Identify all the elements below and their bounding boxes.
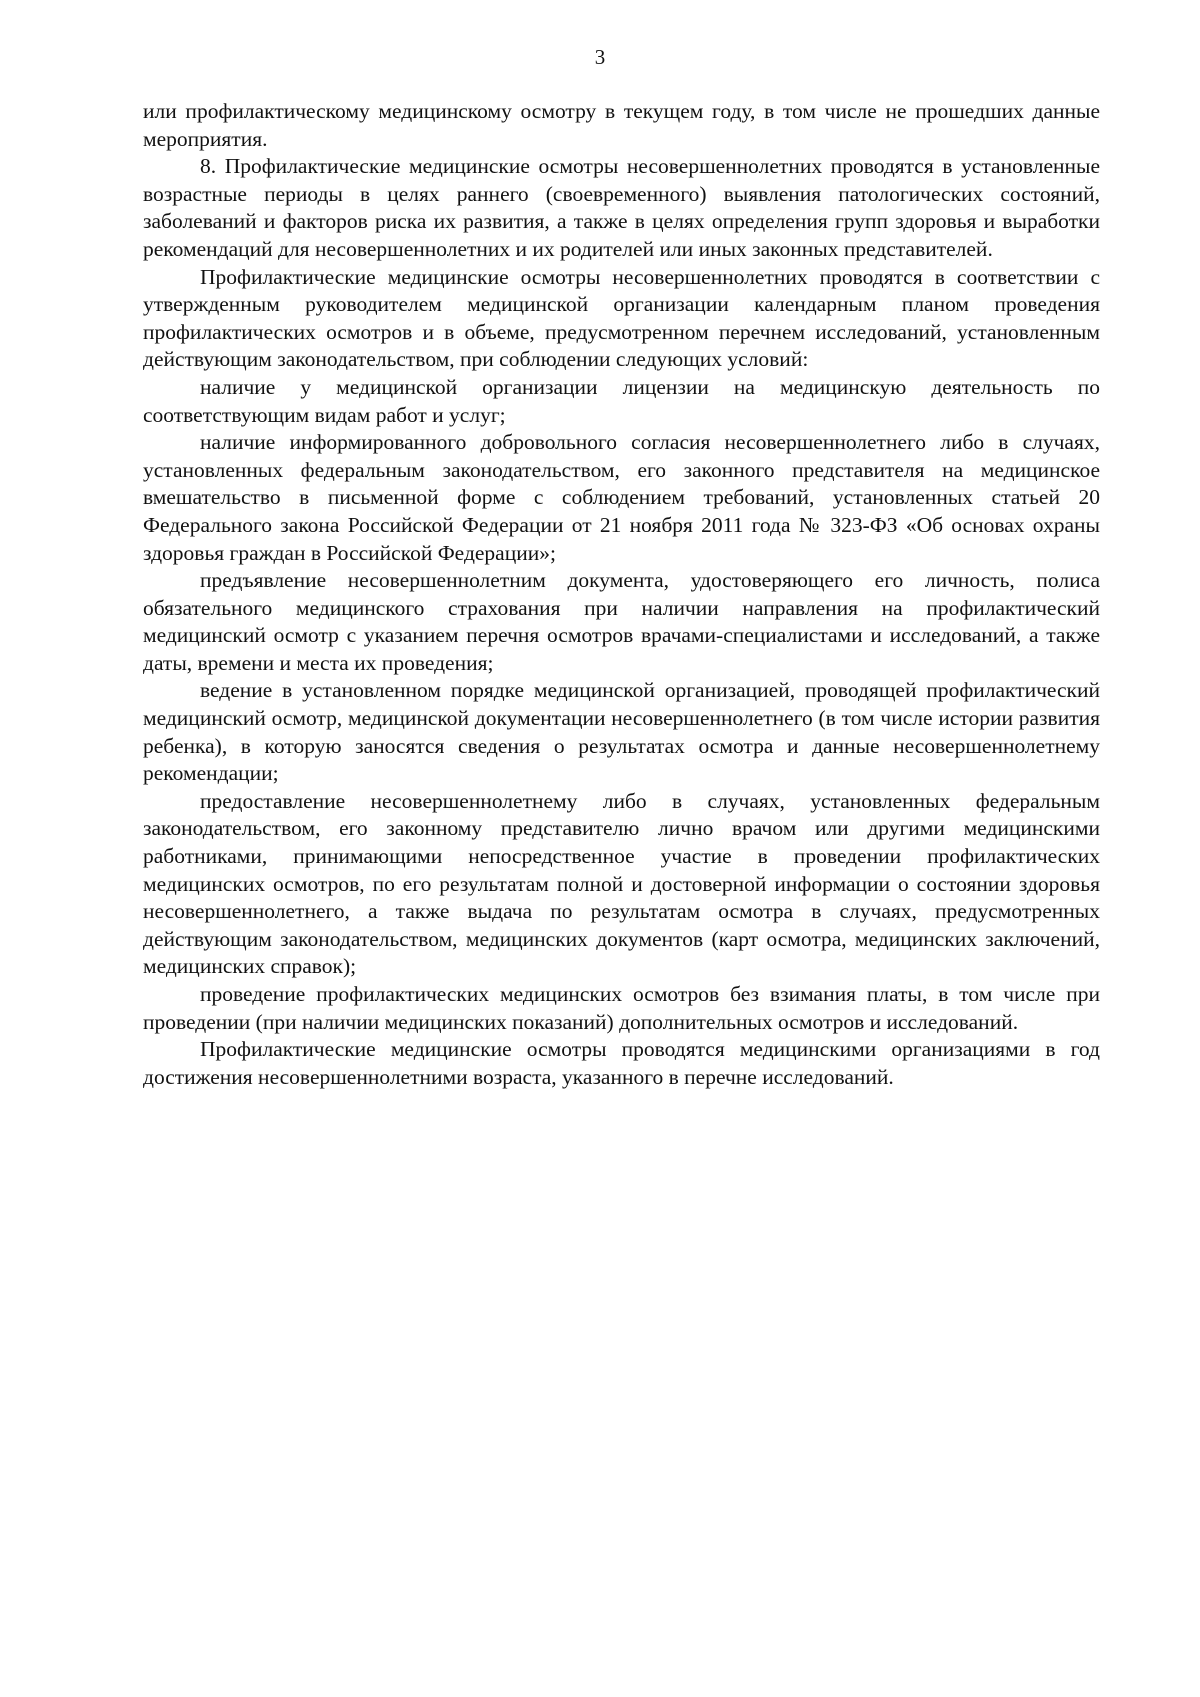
paragraph-condition-consent: наличие информированного добровольного согласия несовершеннолетнего либо в случаях, установленных федеральным законодательством, его законного представителя на медицинское вмешательство в письменной форме с соблюдением требований, установленных статьей 20 Федерального закона Российской Федерации от 21 ноября 2011 года № 323-ФЗ «Об основах охраны здоровья граждан в Российской Федерации»; bbox=[143, 430, 1100, 565]
document-body bbox=[143, 98, 1100, 1091]
paragraph-condition-documents: предъявление несовершеннолетним документа, удостоверяющего его личность, полиса обязательного медицинского страхования при наличии направления на профилактический медицинский осмотр с указанием перечня осмотров врачами-специалистами и исследований, а также даты, времени и места их проведения; bbox=[143, 568, 1100, 675]
paragraph-condition-license: наличие у медицинской организации лицензии на медицинскую деятельность по соответствующим видам работ и услуг; bbox=[143, 374, 1100, 427]
paragraph-age-year: Профилактические медицинские осмотры проводятся медицинскими организациями в год достижения несовершеннолетними возраста, указанного в перечне исследований. bbox=[143, 1037, 1100, 1089]
paragraph-continuation: или профилактическому медицинскому осмотру в текущем году, в том числе не прошедших данные мероприятия. bbox=[143, 99, 1100, 151]
paragraph-condition-records: ведение в установленном порядке медицинской организацией, проводящей профилактический медицинский осмотр, медицинской документации несовершеннолетнего (в том числе истории развития ребенка), в которую заносятся сведения о результатах осмотра и данные несовершеннолетнему рекомендации; bbox=[143, 678, 1100, 786]
paragraph-item-8: 8. Профилактические медицинские осмотры несовершеннолетних проводятся в установленные возрастные периоды в целях раннего (своевременного) выявления патологических состояний, заболеваний и факторов риска их развития, а также в целях определения групп здоровья и выработки рекомендаций для несовершеннолетних и их родителей или иных законных представителей. bbox=[143, 154, 1100, 261]
paragraph-conditions-intro: Профилактические медицинские осмотры несовершеннолетних проводятся в соответствии с утвержденным руководителем медицинской организации календарным планом проведения профилактических осмотров и в объеме, предусмотренном перечнем исследований, установленным действующим законодательством, при соблюдении следующих условий: bbox=[143, 264, 1100, 372]
page-number: 3 bbox=[594, 45, 606, 69]
paragraph-condition-free-of-charge: проведение профилактических медицинских осмотров без взимания платы, в том числе при проведении (при наличии медицинских показаний) дополнительных осмотров и исследований. bbox=[143, 982, 1100, 1034]
paragraph-condition-information: предоставление несовершеннолетнему либо в случаях, установленных федеральным законодательством, его законному представителю лично врачом или другими медицинскими работниками, принимающими непосредственное участие в проведении профилактических медицинских осмотров, по его результатам полной и достоверной информации о состоянии здоровья несовершеннолетнего, а также выдача по результатам осмотра в случаях, предусмотренных действующим законодательством, медицинских документов (карт осмотра, медицинских заключений, медицинских справок); bbox=[143, 788, 1100, 979]
